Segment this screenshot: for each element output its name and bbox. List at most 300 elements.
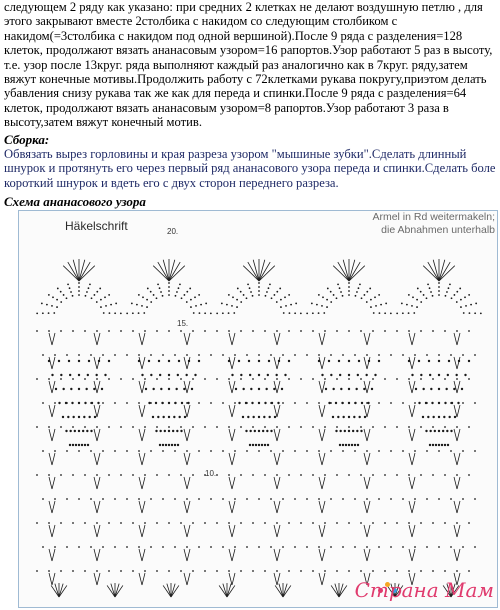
double-crochet	[457, 357, 460, 369]
pineapple-body-stitch	[348, 430, 350, 432]
base-fan	[335, 584, 339, 597]
chain-arc	[258, 286, 260, 288]
chain-arc	[132, 312, 134, 314]
chain-stitch	[234, 402, 236, 404]
double-crochet	[97, 405, 100, 417]
double-crochet	[229, 453, 232, 465]
chain-arc	[370, 299, 372, 301]
chain-arc	[194, 296, 196, 298]
pineapple-body-stitch	[434, 430, 436, 432]
chain-stitch	[444, 426, 446, 428]
pineapple-body-stitch	[168, 360, 170, 362]
double-crochet	[97, 333, 100, 345]
chain-arc	[366, 291, 368, 293]
chain-arc	[348, 290, 350, 292]
chain-stitch	[360, 330, 362, 332]
pineapple-body-stitch	[160, 388, 162, 390]
pineapple-body-stitch	[172, 430, 174, 432]
chain-stitch	[84, 330, 86, 332]
chain-stitch	[426, 498, 428, 500]
double-crochet	[412, 549, 415, 561]
chain-stitch	[96, 570, 98, 572]
pineapple-body-stitch	[242, 388, 244, 390]
chain-stitch	[132, 330, 134, 332]
chain-arc	[195, 305, 197, 307]
chain-stitch	[96, 522, 98, 524]
crochet-pattern-drawing	[19, 211, 497, 607]
chain-stitch	[60, 426, 62, 428]
chain-arc	[89, 283, 91, 285]
double-crochet	[319, 405, 322, 417]
chain-arc	[240, 291, 242, 293]
chart-title: Häkelschrift	[65, 219, 128, 233]
chain-arc	[109, 312, 111, 314]
chain-arc	[246, 297, 248, 299]
chain-arc	[294, 312, 296, 314]
chain-stitch	[96, 330, 98, 332]
chain-stitch	[204, 426, 206, 428]
chain-stitch	[66, 354, 68, 356]
chain-stitch	[60, 474, 62, 476]
pineapple-body-stitch	[258, 416, 260, 418]
chain-arc	[448, 287, 450, 289]
chain-stitch	[312, 378, 314, 380]
pineapple-body-stitch	[148, 402, 150, 404]
chain-stitch	[210, 498, 212, 500]
pineapple-body-stitch	[252, 444, 254, 446]
pineapple-body-stitch	[358, 360, 360, 362]
base-fan	[279, 584, 283, 597]
pineapple-body-stitch	[418, 360, 420, 362]
chain-stitch	[318, 354, 320, 356]
double-crochet	[187, 525, 190, 537]
base-fan	[107, 585, 115, 597]
chain-stitch	[204, 378, 206, 380]
pineapple-body-stitch	[264, 444, 266, 446]
chain-stitch	[294, 498, 296, 500]
chain-arc	[46, 304, 48, 306]
chain-stitch	[474, 546, 476, 548]
chain-stitch	[78, 546, 80, 548]
chain-arc	[379, 312, 381, 314]
chain-stitch	[318, 402, 320, 404]
double-crochet	[367, 501, 370, 513]
double-crochet	[454, 381, 457, 393]
chain-arc	[416, 299, 418, 301]
chain-stitch	[312, 474, 314, 476]
chain-stitch	[414, 402, 416, 404]
pineapple-body-stitch	[94, 416, 96, 418]
chain-arc	[250, 291, 252, 293]
chain-stitch	[444, 330, 446, 332]
double-crochet	[322, 525, 325, 537]
pineapple-body-stitch	[438, 444, 440, 446]
chain-arc	[342, 295, 344, 297]
pineapple-body-stitch	[339, 444, 341, 446]
chain-arc	[193, 312, 195, 314]
chain-arc	[366, 301, 368, 303]
double-crochet	[139, 333, 142, 345]
chain-stitch	[78, 498, 80, 500]
double-crochet	[97, 381, 100, 393]
chain-stitch	[468, 570, 470, 572]
chain-stitch	[258, 354, 260, 356]
chain-stitch	[90, 354, 92, 356]
chain-stitch	[396, 378, 398, 380]
pineapple-body-stitch	[450, 430, 452, 432]
pineapple-body-stitch	[438, 430, 440, 432]
chain-stitch	[186, 354, 188, 356]
chain-stitch	[408, 570, 410, 572]
pineapple-body-stitch	[425, 430, 427, 432]
pineapple-body-stitch	[328, 402, 330, 404]
pineapple-body-stitch	[68, 360, 70, 362]
chain-arc	[221, 303, 223, 305]
chain-stitch	[306, 354, 308, 356]
double-crochet	[52, 429, 55, 441]
pineapple-body-stitch	[86, 430, 88, 432]
double-crochet	[277, 573, 280, 585]
chain-stitch	[48, 522, 50, 524]
chain-stitch	[276, 522, 278, 524]
chain-arc	[210, 313, 212, 315]
pineapple-body-stitch	[168, 444, 170, 446]
double-crochet	[49, 429, 52, 441]
chain-arc	[138, 312, 140, 314]
chain-stitch	[258, 450, 260, 452]
pineapple-body-stitch	[69, 430, 71, 432]
chain-stitch	[192, 522, 194, 524]
pineapple-body-stitch	[145, 388, 147, 390]
chain-stitch	[204, 522, 206, 524]
chain-stitch	[366, 498, 368, 500]
chain-arc	[327, 288, 329, 290]
chain-arc	[438, 282, 440, 284]
chain-stitch	[408, 522, 410, 524]
double-crochet	[229, 381, 232, 393]
chain-stitch	[372, 426, 374, 428]
chain-arc	[279, 288, 281, 290]
chain-stitch	[360, 570, 362, 572]
double-crochet	[232, 477, 235, 489]
double-crochet	[322, 429, 325, 441]
double-crochet	[409, 549, 412, 561]
pineapple-body-stitch	[438, 388, 440, 390]
double-crochet	[94, 477, 97, 489]
chain-stitch	[348, 330, 350, 332]
pineapple-body-stitch	[374, 374, 376, 376]
double-crochet	[94, 405, 97, 417]
pineapple-body-stitch	[251, 402, 253, 404]
pineapple-body-stitch	[191, 388, 193, 390]
chain-stitch	[246, 546, 248, 548]
chain-stitch	[120, 474, 122, 476]
pineapple-body-stitch	[468, 360, 470, 362]
double-crochet	[367, 333, 370, 345]
chain-stitch	[180, 426, 182, 428]
chain-arc	[243, 294, 245, 296]
chain-stitch	[264, 378, 266, 380]
double-crochet	[274, 477, 277, 489]
chain-stitch	[300, 570, 302, 572]
chain-arc	[100, 299, 102, 301]
chain-stitch	[114, 498, 116, 500]
chain-stitch	[246, 450, 248, 452]
pineapple-body-stitch	[435, 444, 437, 446]
chain-stitch	[156, 522, 158, 524]
chain-stitch	[420, 522, 422, 524]
chain-stitch	[390, 354, 392, 356]
chain-arc	[94, 294, 96, 296]
chain-stitch	[408, 378, 410, 380]
double-crochet	[232, 405, 235, 417]
double-crochet	[277, 333, 280, 345]
pineapple-body-stitch	[242, 416, 244, 418]
chain-arc	[168, 294, 170, 296]
chain-stitch	[390, 450, 392, 452]
chain-stitch	[348, 426, 350, 428]
chain-arc	[168, 286, 170, 288]
chain-stitch	[192, 330, 194, 332]
chain-stitch	[168, 522, 170, 524]
pineapple-body-stitch	[104, 374, 106, 376]
double-crochet	[139, 477, 142, 489]
chain-stitch	[354, 354, 356, 356]
pineapple-body-stitch	[428, 360, 430, 362]
double-crochet	[322, 357, 325, 369]
chain-stitch	[60, 570, 62, 572]
pineapple-body-stitch	[159, 444, 161, 446]
chain-arc	[48, 312, 50, 314]
double-crochet	[142, 405, 145, 417]
chain-stitch	[234, 498, 236, 500]
chain-stitch	[420, 474, 422, 476]
chain-arc	[326, 306, 328, 308]
chain-arc	[186, 301, 188, 303]
chain-arc	[120, 313, 122, 315]
pineapple-body-stitch	[83, 416, 85, 418]
double-crochet	[97, 549, 100, 561]
chain-stitch	[354, 546, 356, 548]
chain-arc	[340, 291, 342, 293]
chain-stitch	[396, 474, 398, 476]
pineapple-body-stitch	[348, 444, 350, 446]
double-crochet	[94, 549, 97, 561]
pineapple-body-stitch	[171, 444, 173, 446]
chain-arc	[284, 296, 286, 298]
chain-arc	[105, 305, 107, 307]
chain-arc	[78, 290, 80, 292]
pineapple-body-stitch	[367, 402, 369, 404]
chain-stitch	[204, 330, 206, 332]
pineapple-body-stitch	[194, 374, 196, 376]
pineapple-body-stitch	[150, 374, 152, 376]
chain-stitch	[228, 570, 230, 572]
pineapple-body-stitch	[446, 430, 448, 432]
chain-stitch	[102, 354, 104, 356]
double-crochet	[52, 453, 55, 465]
pineapple-body-stitch	[58, 402, 60, 404]
double-crochet	[52, 501, 55, 513]
double-crochet	[49, 405, 52, 417]
chain-stitch	[228, 522, 230, 524]
double-crochet	[187, 381, 190, 393]
chain-stitch	[222, 402, 224, 404]
double-crochet	[97, 525, 100, 537]
chain-stitch	[462, 546, 464, 548]
chain-arc	[311, 303, 313, 305]
chain-stitch	[216, 426, 218, 428]
pineapple-body-stitch	[62, 388, 64, 390]
pineapple-body-stitch	[238, 402, 240, 404]
chain-arc	[420, 301, 422, 303]
chain-arc	[258, 294, 260, 296]
chain-arc	[99, 288, 101, 290]
chain-stitch	[258, 546, 260, 548]
chain-stitch	[36, 426, 38, 428]
pineapple-body-stitch	[354, 402, 356, 404]
chain-arc	[438, 290, 440, 292]
pineapple-body-stitch	[245, 402, 247, 404]
chain-stitch	[444, 474, 446, 476]
chain-arc	[131, 303, 133, 305]
pineapple-body-stitch	[281, 388, 283, 390]
double-crochet	[322, 477, 325, 489]
double-crochet	[232, 381, 235, 393]
pineapple-body-stitch	[278, 360, 280, 362]
chain-stitch	[174, 498, 176, 500]
chain-arc	[114, 312, 116, 314]
chain-stitch	[54, 354, 56, 356]
double-crochet	[457, 405, 460, 417]
chain-stitch	[72, 378, 74, 380]
pineapple-body-stitch	[340, 388, 342, 390]
base-fan	[223, 584, 227, 597]
chain-stitch	[108, 330, 110, 332]
double-crochet	[139, 405, 142, 417]
pineapple-body-stitch	[55, 388, 57, 390]
chain-stitch	[102, 402, 104, 404]
chain-arc	[228, 294, 230, 296]
chain-stitch	[402, 450, 404, 452]
chain-stitch	[450, 546, 452, 548]
chain-stitch	[132, 570, 134, 572]
chain-arc	[432, 295, 434, 297]
chain-arc	[110, 304, 112, 306]
double-crochet	[364, 405, 367, 417]
chain-stitch	[168, 378, 170, 380]
double-crochet	[277, 549, 280, 561]
chain-arc	[408, 312, 410, 314]
pineapple-body-stitch	[90, 430, 92, 432]
pineapple-body-stitch	[335, 430, 337, 432]
chain-stitch	[282, 402, 284, 404]
pineapple-body-stitch	[353, 416, 355, 418]
double-crochet	[94, 453, 97, 465]
chain-stitch	[36, 378, 38, 380]
chain-stitch	[438, 354, 440, 356]
double-crochet	[139, 549, 142, 561]
chain-arc	[236, 299, 238, 301]
chain-arc	[86, 291, 88, 293]
chain-stitch	[330, 546, 332, 548]
chain-stitch	[78, 450, 80, 452]
chain-stitch	[114, 402, 116, 404]
chain-stitch	[462, 498, 464, 500]
pineapple-body-stitch	[58, 360, 60, 362]
chain-arc	[384, 312, 386, 314]
chain-stitch	[42, 498, 44, 500]
double-crochet	[232, 429, 235, 441]
double-crochet	[49, 357, 52, 369]
chain-stitch	[348, 378, 350, 380]
chain-stitch	[198, 402, 200, 404]
pineapple-body-stitch	[378, 360, 380, 362]
chain-stitch	[48, 426, 50, 428]
chain-stitch	[252, 330, 254, 332]
chain-arc	[190, 306, 192, 308]
double-crochet	[139, 357, 142, 369]
chain-stitch	[90, 546, 92, 548]
chain-stitch	[84, 426, 86, 428]
chain-arc	[190, 299, 192, 301]
chain-arc	[460, 299, 462, 301]
chain-stitch	[192, 474, 194, 476]
pineapple-body-stitch	[84, 402, 86, 404]
pineapple-body-stitch	[258, 430, 260, 432]
double-crochet	[454, 501, 457, 513]
chain-stitch	[414, 546, 416, 548]
chain-stitch	[150, 498, 152, 500]
chain-stitch	[438, 546, 440, 548]
pineapple-body-stitch	[108, 360, 110, 362]
chain-arc	[449, 283, 451, 285]
double-crochet	[409, 357, 412, 369]
pineapple-body-stitch	[438, 360, 440, 362]
pineapple-body-stitch	[448, 416, 450, 418]
pineapple-body-stitch	[235, 388, 237, 390]
pineapple-body-stitch	[263, 416, 265, 418]
chain-arc	[339, 287, 341, 289]
double-crochet	[94, 573, 97, 585]
double-crochet	[232, 357, 235, 369]
pineapple-body-stitch	[418, 402, 420, 404]
chain-stitch	[426, 546, 428, 548]
double-crochet	[97, 357, 100, 369]
chain-stitch	[300, 426, 302, 428]
chain-stitch	[294, 450, 296, 452]
double-crochet	[364, 477, 367, 489]
chain-arc	[52, 296, 54, 298]
double-crochet	[187, 429, 190, 441]
chain-arc	[228, 312, 230, 314]
chain-stitch	[60, 522, 62, 524]
pineapple-body-stitch	[438, 402, 440, 404]
chain-stitch	[72, 570, 74, 572]
chain-stitch	[240, 378, 242, 380]
pineapple-body-stitch	[152, 416, 154, 418]
chain-stitch	[258, 498, 260, 500]
pineapple-body-stitch	[177, 444, 179, 446]
chain-stitch	[420, 426, 422, 428]
double-crochet	[49, 573, 52, 585]
chain-stitch	[378, 450, 380, 452]
chain-stitch	[66, 546, 68, 548]
chain-arc	[168, 282, 170, 284]
double-crochet	[319, 453, 322, 465]
chain-stitch	[342, 450, 344, 452]
pineapple-body-stitch	[357, 374, 359, 376]
